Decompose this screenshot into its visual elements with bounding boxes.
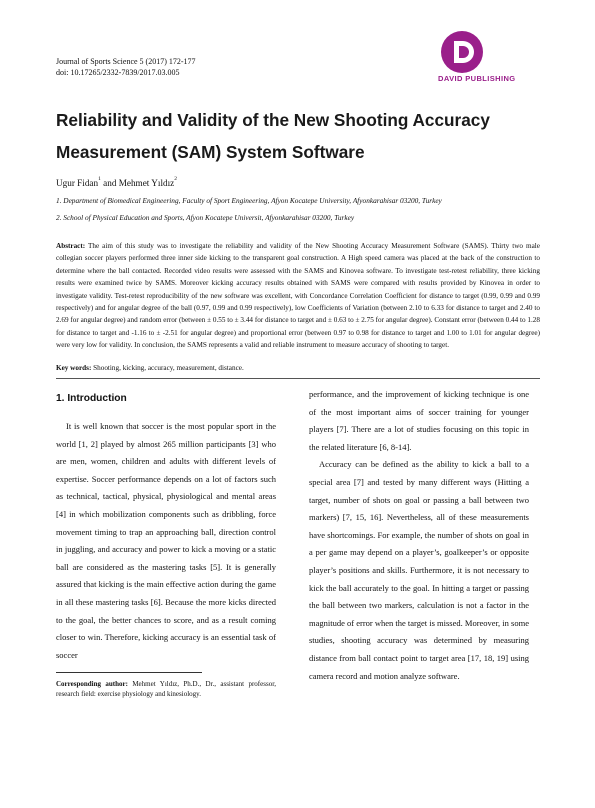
intro-paragraph-1: It is well known that soccer is the most popular sport in the world [1, 2] played by almost 265 million participants [3] who are men, women, children and adults with different levels of expertise. Soccer performance depends on a lot of factors such as technical, tactical, physical, physiological and mental areas [4] in which mobilization components such as dribbling, force movement timing to trap an approaching ball, direction control in juggling, and accuracy and power to kick a moving or a static ball are considered as the mastering tasks [5]. It is generally assured that kicking is the main effective action during the game in all these mastering tasks [6]. Because the more kicks directed to the goal, the better chances to score, and as a result coming closer to win. Therefore, kicking accuracy is an essential task of soccer <box>56 421 276 660</box>
affiliation-1: 1. Department of Biomedical Engineering, Faculty of Sport Engineering, Afyon Kocatepe University, Afyonkarahisar 03200, Turkey <box>56 196 442 205</box>
intro-paragraph-1-continued: performance, and the improvement of kicking technique is one of the most important aims of soccer training for younger players [7]. There are a lot of studies focusing on this topic in the related literature [6, 8-14]. <box>309 389 529 452</box>
journal-line-1: Journal of Sports Science 5 (2017) 172-177 <box>56 57 196 66</box>
author-list <box>56 178 177 188</box>
publisher-logo-mark <box>428 30 546 74</box>
author-1-affiliation-mark: 1 <box>98 176 101 182</box>
abstract-text: The aim of this study was to investigate the reliability and validity of the New Shooting Accuracy Measurement Software (SAMS). Thirty two male collegian soccer players performed three inner side kicking to the transparent goal construction. A High speed camera was placed at the back of the construction to determine where the ball contacted. Recorded video results were assessed with the SAMS and Kinovea software. To investigate test-retest reliability, three kicking results were examined twice by SAMS. Moreover kicking accuracy results obtained with SAMS were compared with results provided by Kinovea in order to investigate validity. Test-retest reproducibility of the new software was excellent, with Concordance Correlation Coefficient for distance to target (0.99, 0.99 and 0.99 respectively) and for angular degree of the ball (0.97, 0.99 and 0.99 respectively), low Coefficients of Variation (between 2.10 to 6.33 for distance to target and 2.40 to 2.69 for angular degree) and random error (between ± 0.55 to ± 3.44 for distance to target and ± 0.63 to ± 2.75 for angular degree). Constant error (between 0.44 to 1.28 for distance to target and -1.16 to ± -2.51 for angular degree) and proportional error (between 0.97 to 0.98 for distance to target and 1.00 to 1.01 for angular degree) were very low for validity. In conclusion, the SAMS represents a valid and reliable instrument to measure accuracy of shooting to target. <box>56 242 540 350</box>
corresponding-author-footnote <box>56 679 276 700</box>
left-column <box>56 392 276 664</box>
publisher-wordmark: DAVID PUBLISHING <box>438 74 516 83</box>
abstract-label: Abstract: <box>56 242 86 250</box>
section-heading-introduction: 1. Introduction <box>56 393 127 404</box>
publisher-logo <box>428 30 546 92</box>
author-conjunction: and <box>100 178 119 188</box>
affiliation-2: 2. School of Physical Education and Sports, Afyon Kocatepe Universit, Afyonkarahisar 03200, Turkey <box>56 213 355 222</box>
footnote-divider <box>56 672 202 673</box>
title-line-2: Measurement (SAM) System Software <box>56 142 365 162</box>
paper-title <box>56 104 546 168</box>
journal-citation <box>56 56 196 78</box>
title-line-1: Reliability and Validity of the New Shooting Accuracy <box>56 110 490 130</box>
author-2-affiliation-mark: 2 <box>174 176 178 182</box>
keywords-label: Key words: <box>56 364 92 372</box>
author-2: Mehmet Yıldız <box>118 178 175 188</box>
right-column <box>309 386 529 685</box>
journal-doi: doi: 10.17265/2332-7839/2017.03.005 <box>56 68 180 77</box>
keywords-text: Shooting, kicking, accuracy, measurement, distance. <box>91 364 244 372</box>
footnote-label: Corresponding author: <box>56 680 128 688</box>
footnote-text: Mehmet Yıldız, Ph.D., Dr., assistant professor, research field: exercise physiology and kinesiology. <box>56 680 276 699</box>
author-1: Ugur Fidan <box>56 178 99 188</box>
intro-paragraph-2: Accuracy can be defined as the ability to kick a ball to a special area [7] and tested by many different ways (Hitting a target, number of shots on goal or passing a ball between two markers) [7, 15, 16]. Nevertheless, all of these measurements have shortcomings. For example, the number of shots on goal in a per game may depend on a player’s, goalkeeper’s or opposite player’s positions and skills. Furthermore, it is not necessary to kick the ball accurately to the goal. In hitting a target or passing the ball between two markers, calculation is not a factor in the magnitude of error when the target is missed. Moreover, in some studies, shooting accuracy was determined by measuring distance from ball contact point to target area [17, 18, 19] using camera record and motion analyze software. <box>309 459 529 681</box>
abstract <box>56 240 540 352</box>
section-divider <box>56 378 540 379</box>
keywords <box>56 364 540 372</box>
